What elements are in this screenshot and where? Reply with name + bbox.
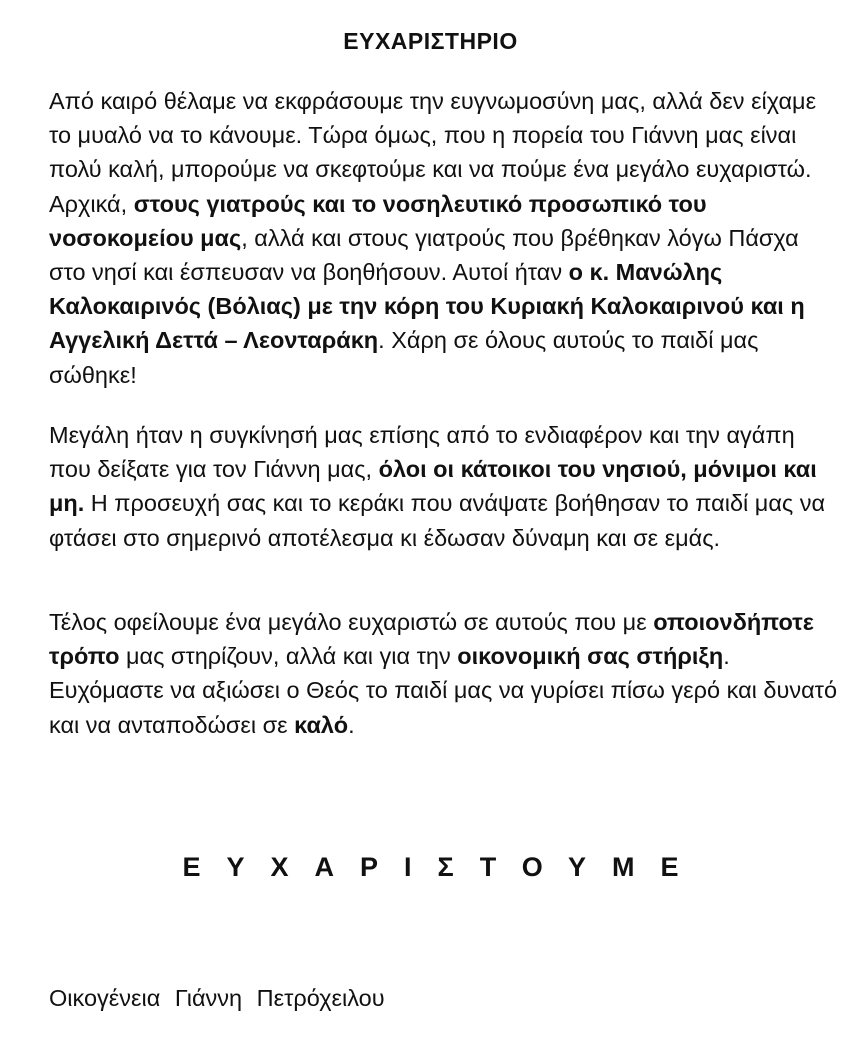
bold-run: οποιονδήποτε τρόπο: [49, 609, 814, 670]
text-run: , αλλά και στους γιατρούς που βρέθηκαν λόγω Πάσχα στο νησί και έσπευσαν να βοηθήσουν. Αυτοί ήταν: [49, 224, 799, 286]
document-title: ΕΥΧΑΡΙΣΤΗΡΙΟ: [343, 28, 518, 54]
text-run: Μεγάλη ήταν η συγκίνησή μας επίσης από το ενδιαφέρον και την αγάπη που δείξατε για τον Γιάννη μας,: [49, 422, 795, 483]
paragraph-gratitude-support: [49, 605, 839, 742]
bold-run: καλό: [294, 711, 349, 738]
paragraph-gratitude-residents: [49, 418, 839, 555]
text-run: . Χάρη σε όλους αυτούς το παιδί μας σώθηκε!: [49, 327, 759, 388]
text-run: .: [348, 711, 355, 738]
bold-run: οικονομική σας στήριξη: [457, 643, 724, 670]
paragraph-gratitude-doctors: [49, 84, 839, 392]
bold-run: όλοι οι κάτοικοι του νησιού, μόνιμοι και μη.: [49, 456, 817, 517]
text-run: Από καιρό θέλαμε να εκφράσουμε την ευγνωμοσύνη μας, αλλά δεν είχαμε το μυαλό να το κάνουμε. Τώρα όμως, που η πορεία του Γιάννη μας είναι πολύ καλή, μπορούμε να σκεφτούμε και να πούμε ένα μεγάλο ευχαριστώ. Αρχικά,: [49, 88, 817, 217]
signature: Οικογένεια Γιάννη Πετρόχειλου: [49, 985, 385, 1011]
text-run: Η προσευχή σας και το κεράκι που ανάψατε βοήθησαν το παιδί μας να φτάσει στο σημερινό αποτέλεσμα κι έδωσαν δύναμη και σε εμάς.: [49, 490, 826, 551]
bold-run: στους γιατρούς και το νοσηλευτικό προσωπικό του νοσοκομείου μας: [49, 190, 707, 251]
thanks-heading: ΕΥΧΑΡΙΣΤΟΥΜΕ: [182, 852, 705, 882]
bold-run: ο κ. Μανώλης Καλοκαιρινός (Βόλιας) με την κόρη του Κυριακή Καλοκαιρινού και η Αγγελική Δεττά – Λεονταράκη: [49, 259, 805, 354]
text-run: μας στηρίζουν, αλλά και για την: [119, 643, 458, 670]
text-run: Τέλος οφείλουμε ένα μεγάλο ευχαριστώ σε αυτούς που με: [49, 609, 654, 635]
text-run: . Ευχόμαστε να αξιώσει ο Θεός το παιδί μας να γυρίσει πίσω γερό και δυνατό και να ανταποδώσει σε: [49, 643, 838, 738]
